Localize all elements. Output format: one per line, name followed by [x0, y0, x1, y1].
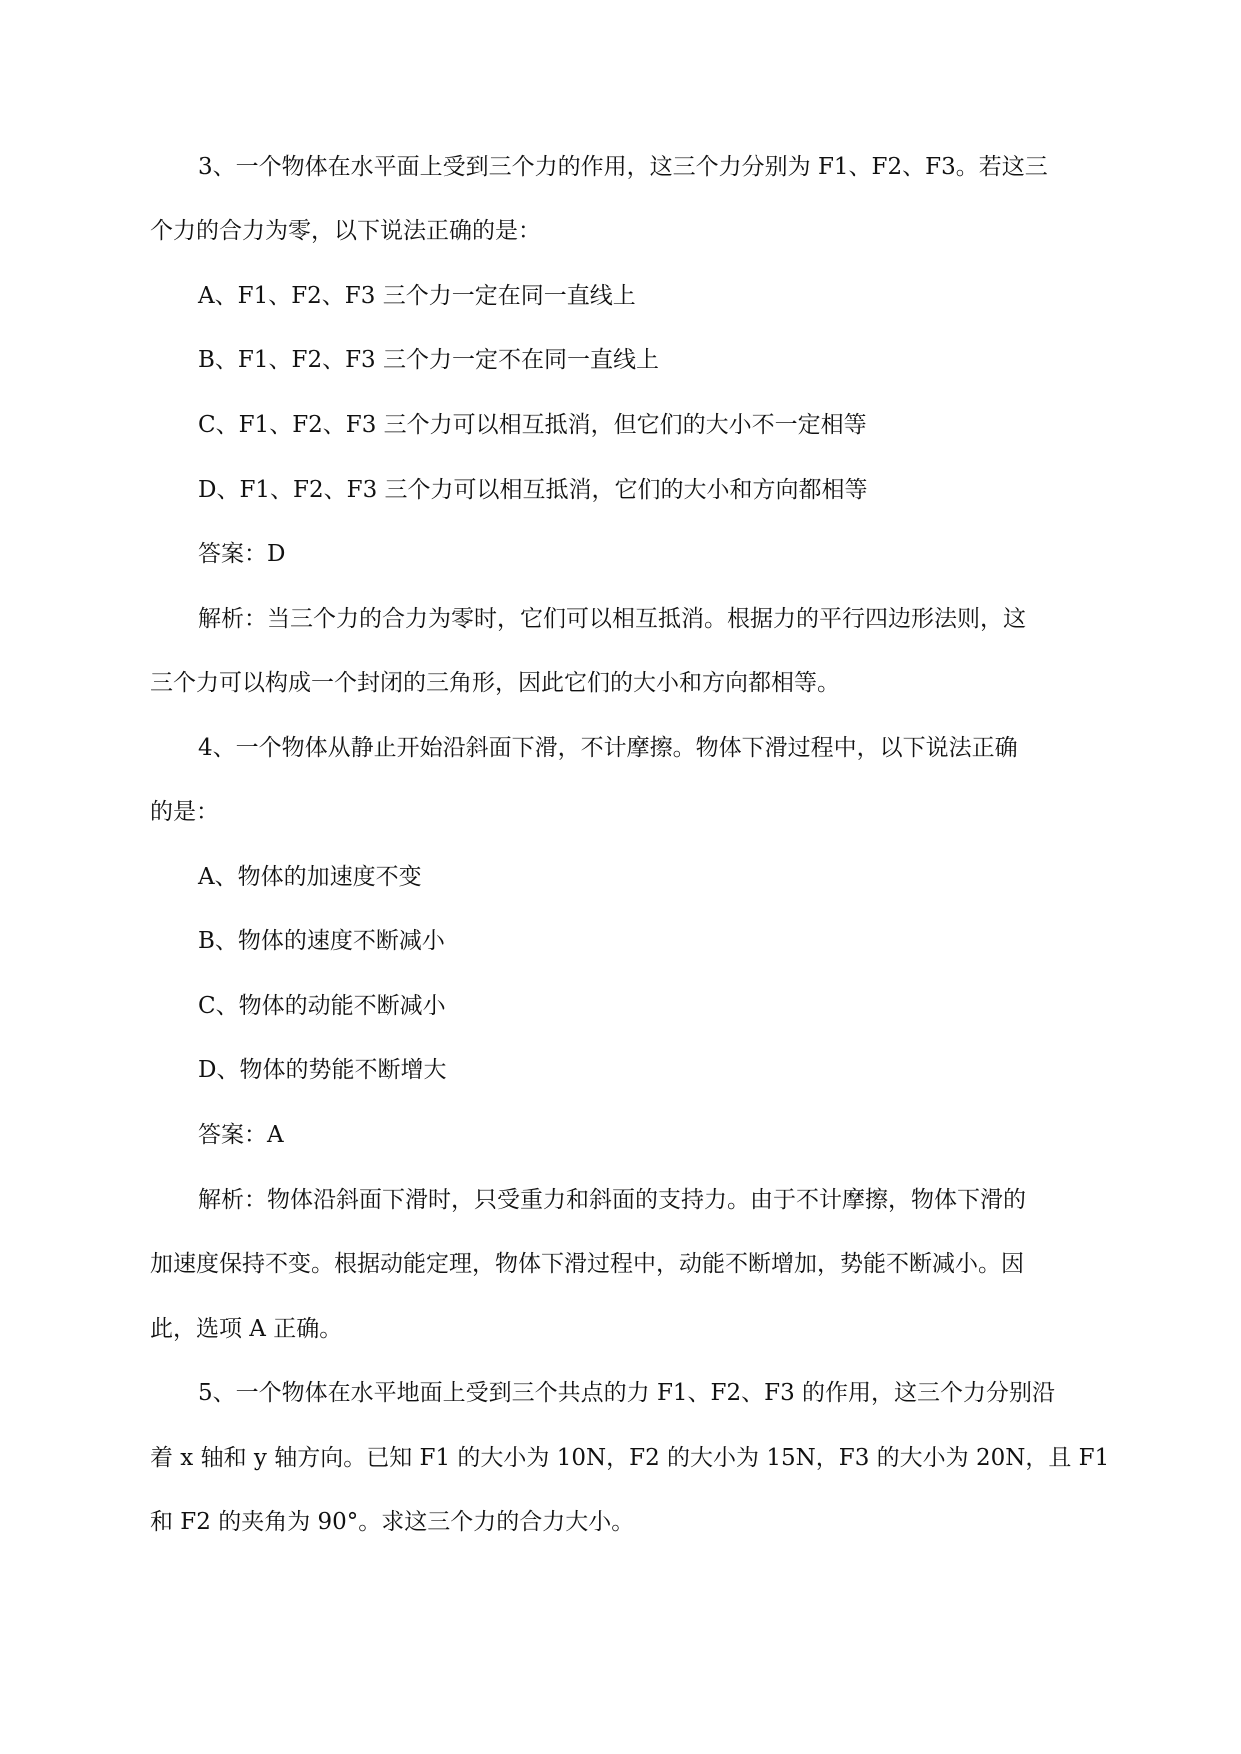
- q5-stem-line2: 着 x 轴和 y 轴方向。已知 F1 的大小为 10N，F2 的大小为 15N，F3 的大小为 20N，且 F1: [150, 1445, 1110, 1471]
- q3-explanation-line2: 三个力可以构成一个封闭的三角形，因此它们的大小和方向都相等。: [150, 670, 840, 696]
- q3-answer: 答案：D: [198, 541, 286, 567]
- q3-option-c: C、F1、F2、F3 三个力可以相互抵消，但它们的大小不一定相等: [198, 412, 867, 438]
- q5-stem-line1: 5、一个物体在水平地面上受到三个共点的力 F1、F2、F3 的作用，这三个力分别沿: [198, 1380, 1056, 1406]
- q4-option-b: B、物体的速度不断减小: [198, 928, 445, 954]
- q3-option-a: A、F1、F2、F3 三个力一定在同一直线上: [198, 283, 636, 309]
- q4-option-c: C、物体的动能不断减小: [198, 993, 446, 1019]
- q3-option-d: D、F1、F2、F3 三个力可以相互抵消，它们的大小和方向都相等: [198, 477, 868, 503]
- q4-explanation-line3: 此，选项 A 正确。: [150, 1316, 343, 1342]
- q3-explanation-line1: 解析：当三个力的合力为零时，它们可以相互抵消。根据力的平行四边形法则，这: [198, 606, 1026, 632]
- q4-stem-line2: 的是：: [150, 799, 219, 825]
- q4-option-a: A、物体的加速度不变: [198, 864, 422, 890]
- q4-explanation-line2: 加速度保持不变。根据动能定理，物体下滑过程中，动能不断增加，势能不断减小。因: [150, 1251, 1024, 1277]
- q3-stem-line2: 个力的合力为零，以下说法正确的是：: [150, 218, 541, 244]
- q4-answer: 答案：A: [198, 1122, 284, 1148]
- q4-stem-line1: 4、一个物体从静止开始沿斜面下滑，不计摩擦。物体下滑过程中，以下说法正确: [198, 735, 1018, 761]
- q4-explanation-line1: 解析：物体沿斜面下滑时，只受重力和斜面的支持力。由于不计摩擦，物体下滑的: [198, 1187, 1026, 1213]
- q5-stem-line3: 和 F2 的夹角为 90°。求这三个力的合力大小。: [150, 1509, 635, 1535]
- q3-stem-line1: 3、一个物体在水平面上受到三个力的作用，这三个力分别为 F1、F2、F3。若这三: [198, 154, 1048, 180]
- q3-option-b: B、F1、F2、F3 三个力一定不在同一直线上: [198, 347, 659, 373]
- q4-option-d: D、物体的势能不断增大: [198, 1057, 447, 1083]
